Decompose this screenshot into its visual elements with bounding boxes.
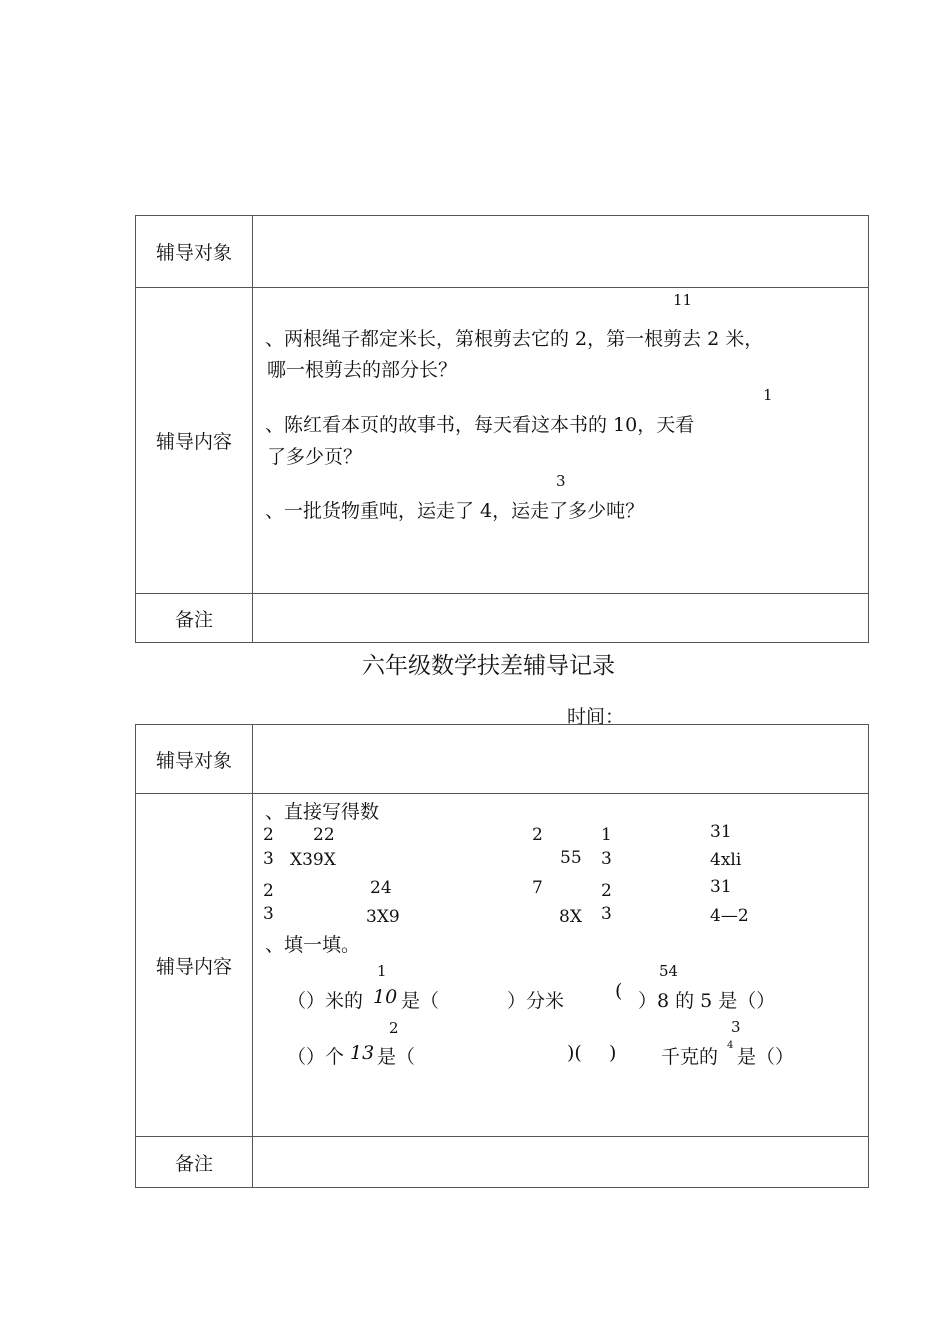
q2-superscript: 1 [763,386,773,404]
fill-sup-4: 3 [731,1018,741,1036]
fill-l2-f: 千克的 [661,1046,719,1068]
fill-l1-b: 10 [373,986,398,1008]
content-label-2: 辅导内容 [136,794,253,1137]
fill-l1-a: （）米的 [287,990,364,1012]
calc-r4-c: 8X [559,907,582,927]
fill-l1-e: ( [615,980,623,1002]
fill-l2-g: 是（） [737,1046,795,1068]
fill-l2-a: （）个 [287,1046,345,1068]
calc-r3-e: 31 [710,877,732,897]
content-label: 辅导内容 [136,288,253,594]
question-3-line-1: 、一批货物重吨，运走了 4，运走了多少吨？ [265,500,645,522]
fill-l1-f: ）8 的 5 是（） [638,990,776,1012]
calc-r1-e: 31 [710,822,732,842]
calc-r2-a: 3 [263,849,274,869]
notes-label: 备注 [136,594,253,643]
record-table-2 [135,724,869,1188]
content-cell-2 [253,794,869,1137]
section-fill-title: 、填一填。 [265,934,361,956]
target-cell-2[interactable] [253,725,869,794]
fill-l2-d: )( [567,1042,582,1064]
calc-r3-a: 2 [263,881,274,901]
notes-label-2: 备注 [136,1137,253,1188]
calc-r2-b: X39X [290,850,336,870]
calc-r2-c: 55 [560,848,582,868]
calc-r4-a: 3 [263,904,274,924]
time-label: 时间： [567,706,625,728]
section-direct-calc-title: 、直接写得数 [265,801,380,823]
question-1-line-2: 哪一根剪去的部分长？ [267,359,458,381]
fill-sup-3: 2 [389,1019,399,1037]
calc-r3-d: 2 [601,881,612,901]
fill-sup-1: 1 [377,962,387,980]
question-2-line-1: 、陈红看本页的故事书，每天看这本书的 10，天看 [265,414,695,436]
fill-l1-d: ）分米 [507,990,565,1012]
record-table-1 [135,215,869,643]
fill-sup-2: 54 [659,962,679,980]
fill-l1-c: 是（ [401,990,440,1012]
fill-sup-5: 4 [727,1040,734,1051]
calc-r2-e: 4xli [710,850,742,870]
calc-r4-b: 3X9 [366,907,400,927]
notes-cell-2[interactable] [253,1137,869,1188]
fill-l2-c: 是（ [377,1046,416,1068]
page-title: 六年级数学扶差辅导记录 [362,653,615,679]
fill-l2-b: 13 [350,1042,375,1064]
calc-r3-b: 24 [370,878,392,898]
calc-r1-b: 22 [313,825,335,845]
content-cell [253,288,869,594]
q1-superscript: 11 [673,291,693,309]
q3-superscript: 3 [556,472,566,490]
question-2-line-2: 了多少页？ [267,446,363,468]
target-label: 辅导对象 [136,216,253,288]
calc-r2-d: 3 [601,849,612,869]
target-label-2: 辅导对象 [136,725,253,794]
target-cell[interactable] [253,216,869,288]
calc-r4-e: 4—2 [710,906,749,926]
calc-r1-d: 1 [601,825,612,845]
fill-l2-e: ) [609,1042,617,1064]
notes-cell[interactable] [253,594,869,643]
calc-r1-a: 2 [263,825,274,845]
calc-r3-c: 7 [532,878,543,898]
question-1-line-1: 、两根绳子都定米长，第根剪去它的 2，第一根剪去 2 米， [265,328,764,350]
calc-r4-d: 3 [601,904,612,924]
calc-r1-c: 2 [532,825,543,845]
